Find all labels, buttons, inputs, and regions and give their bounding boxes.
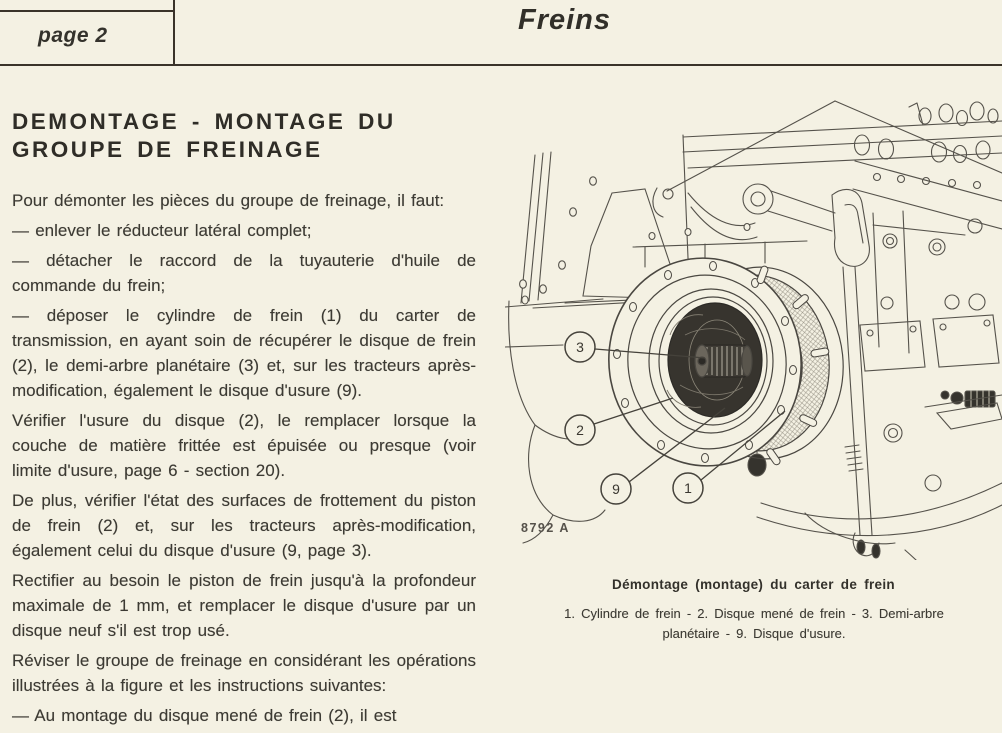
- callout-number-3: 3: [576, 339, 584, 355]
- chapter-title: Freins: [518, 4, 612, 36]
- brake-drum: [595, 246, 852, 479]
- figure-legend-line: planétaire - 9. Disque d'usure.: [662, 626, 846, 641]
- body-text: [12, 188, 476, 728]
- paragraph: — déposer le cylindre de frein (1) du carter de transmission, en ayant soin de récupérer le disque de frein (2), le demi-arbre planétaire (3) et, sur les tracteurs après-modification, également le disque d'usure (9).: [12, 306, 476, 400]
- header-main-rule: [0, 64, 1002, 66]
- paragraph: Pour démonter les pièces du groupe de freinage, il faut:: [12, 191, 445, 210]
- callout-number-2: 2: [576, 422, 584, 438]
- header-divider-rule: [173, 0, 175, 66]
- paragraph: Rectifier au besoin le piston de frein jusqu'à la profondeur maximale de 1 mm, et remplacer le disque d'usure par un disque neuf s'il est trop usé.: [12, 571, 476, 640]
- figure-legend-line: 1. Cylindre de frein - 2. Disque mené de frein - 3. Demi-arbre: [564, 606, 944, 621]
- paragraph: Réviser le groupe de freinage en considérant les opérations illustrées à la figure et les instructions suivantes:: [12, 651, 476, 695]
- figure-technical-drawing: [505, 95, 1002, 560]
- figure-reference-number: 8792 A: [521, 521, 570, 535]
- paragraph: — Au montage du disque mené de frein (2), il est: [12, 706, 397, 725]
- planetary-shaft: [695, 345, 752, 377]
- callout-number-1: 1: [684, 480, 692, 496]
- callout-number-9: 9: [612, 481, 620, 497]
- paragraph: De plus, vérifier l'état des surfaces de frottement du piston de frein (2) et, sur les tracteurs après-modification, également celui du disque d'usure (9, page 3).: [12, 491, 476, 560]
- brake-assembly-drawing: [505, 95, 1002, 560]
- section-heading-line2: GROUPE DE FREINAGE: [12, 137, 323, 162]
- paragraph: — enlever le réducteur latéral complet;: [12, 221, 312, 240]
- section-heading: [12, 108, 476, 164]
- section-heading-line1: DEMONTAGE - MONTAGE DU: [12, 109, 396, 134]
- figure-legend: [515, 604, 993, 644]
- article-column: [12, 108, 476, 733]
- figure-caption: Démontage (montage) du carter de frein: [612, 577, 895, 592]
- page-number-label: page 2: [38, 24, 108, 47]
- paragraph: — détacher le raccord de la tuyauterie d'huile de commande du frein;: [12, 251, 476, 295]
- paragraph: Vérifier l'usure du disque (2), le remplacer lorsque la couche de matière frittée est épuisée ou presque (voir limite d'usure, page 6 - section 20).: [12, 411, 476, 480]
- header-box-top-rule: [0, 10, 175, 12]
